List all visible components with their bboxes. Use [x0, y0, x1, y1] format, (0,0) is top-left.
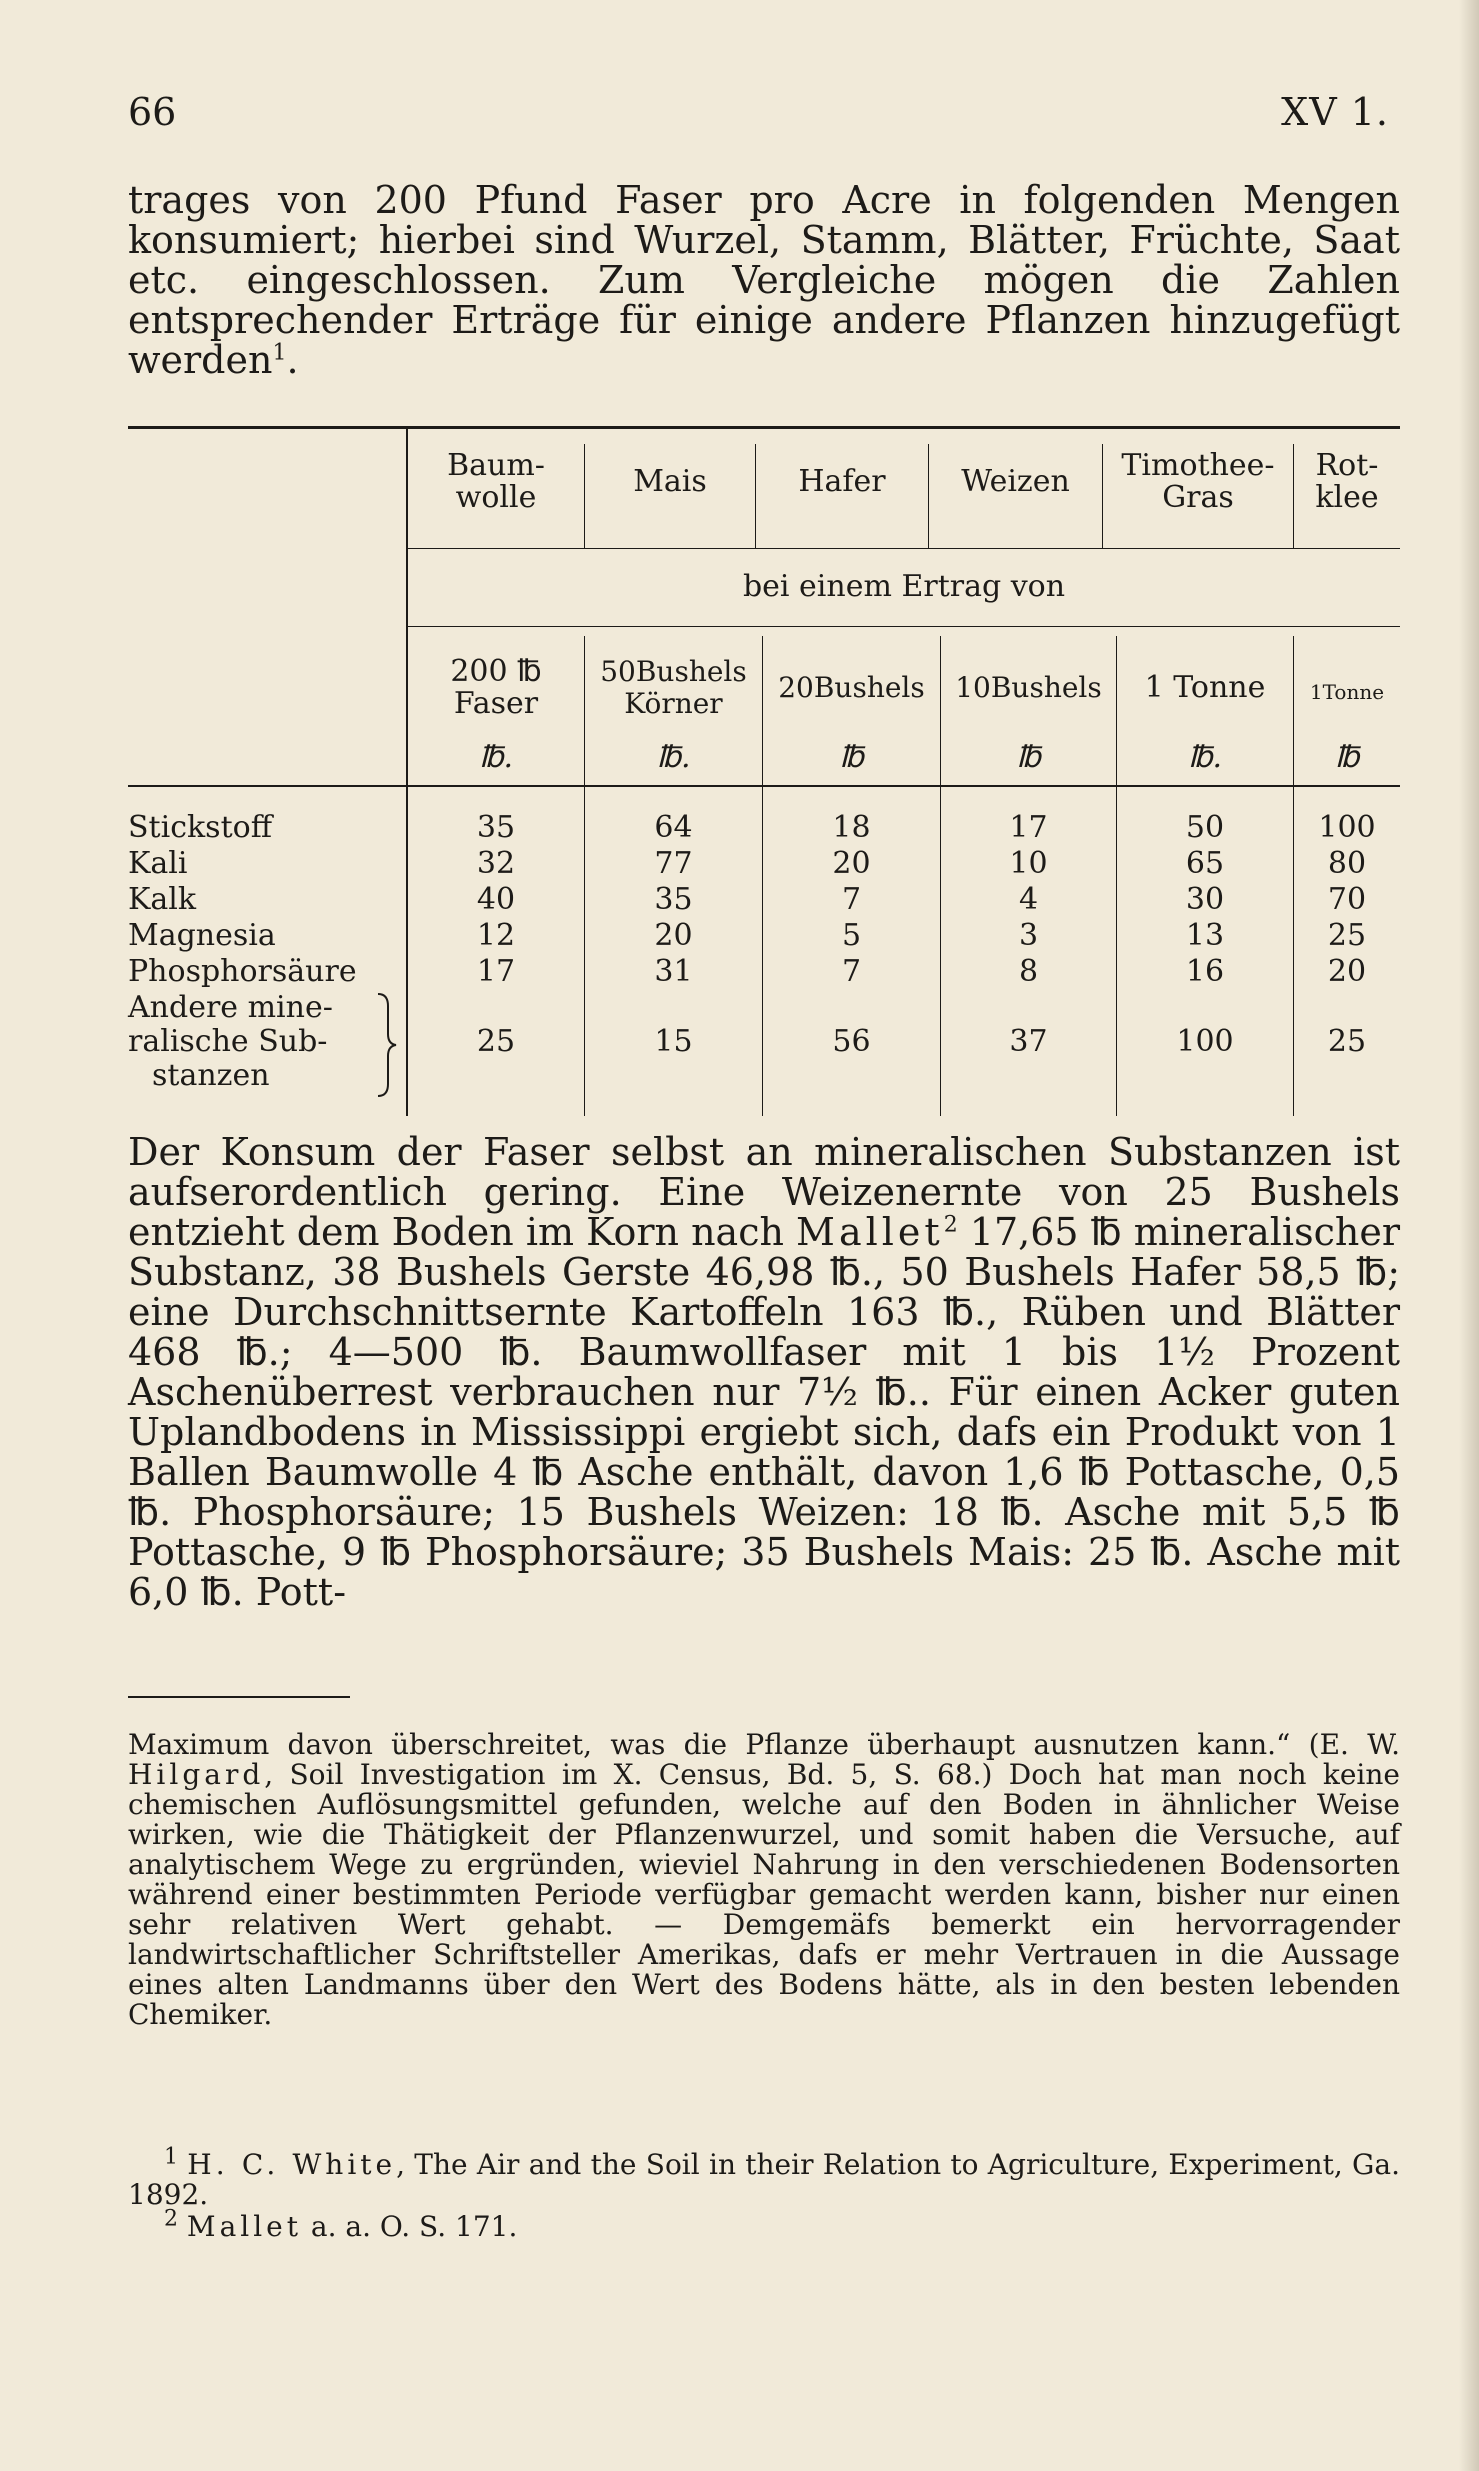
table-top-rule: [128, 426, 1400, 429]
table-cell: 15: [654, 1024, 693, 1059]
paragraph-consumption: Der Konsum der Faser selbst an mineralischen Substanzen ist aufserordentlich gering. Eine Weizenernte von 25 Bushels entzieht dem Boden im Korn nach Mallet$^2$ 17,65 ℔ mineralischer Substanz, 38 Bushels Gerste 46,98 ℔., 50 Bushels Hafer 58,5 ℔; eine Durchschnittsernte Kartoffeln 163 ℔., Rüben und Blätter 468 ℔.; 4—500 ℔. Baumwollfaser mit 1 bis 1½ Prozent Aschenüberrest verbrauchen nur 7½ ℔.. Für einen Acker guten Uplandbodens in Mississippi ergiebt sich, dafs ein Produkt von 1 Ballen Baumwolle 4 ℔ Asche enthält, davon 1,6 ℔ Pottasche, 0,5 ℔. Phosphorsäure; 15 Bushels Weizen: 18 ℔. Asche mit 5,5 ℔ Pottasche, 9 ℔ Phosphorsäure; 35 Bushels Mais: 25 ℔. Asche mit 6,0 ℔. Pott-: [128, 1130, 1400, 1614]
table-cell: 5: [841, 918, 862, 953]
table-cell: 18: [832, 810, 871, 845]
row-label: Magnesia: [128, 918, 276, 953]
table-cell: 20: [654, 918, 693, 953]
author-name: H. C. White: [187, 2148, 397, 2181]
table-cell: 20: [1327, 954, 1367, 989]
table-cell: 7: [841, 954, 862, 989]
table-cell: 31: [654, 954, 693, 989]
page-edge-shadow: [1459, 0, 1479, 2471]
row-label: Phosphorsäure: [128, 954, 357, 989]
footnote-separator: [128, 1696, 350, 1698]
author-name: Mallet: [186, 2210, 303, 2243]
footnote-2: $^2$ Mallet a. a. O. S. 171.: [164, 2206, 518, 2243]
table-cell: 100: [1176, 1024, 1234, 1059]
unit-label: ℔: [839, 740, 864, 775]
table-cell: 16: [1185, 954, 1225, 989]
table-cell: 8: [1018, 954, 1039, 989]
page-number: 66: [128, 90, 177, 134]
author-name: Mallet: [796, 1210, 944, 1254]
table-cell: 64: [654, 810, 693, 845]
table-cell: 65: [1185, 846, 1225, 881]
footnote-marker: 2: [943, 1212, 958, 1238]
yield-header: 10Bushels: [955, 671, 1102, 704]
table-cell: 25: [476, 1024, 516, 1059]
page-header: [128, 90, 1389, 140]
table-cell: 80: [1327, 846, 1367, 881]
table-cell: 50: [1185, 810, 1225, 845]
table-cell: 12: [476, 918, 516, 953]
table-cell: 7: [841, 882, 862, 917]
unit-label: ℔.: [1187, 740, 1223, 775]
table-cell: 70: [1327, 882, 1367, 917]
yield-header: 200 ℔ Faser: [450, 654, 542, 721]
crop-header: Timothee- Gras: [1121, 448, 1275, 515]
table-cell: 30: [1185, 882, 1225, 917]
table-cell: 17: [1009, 810, 1048, 845]
table-cell: 37: [1009, 1024, 1048, 1059]
footnote-marker: 1: [272, 340, 287, 366]
table-cell: 13: [1185, 918, 1225, 953]
table-cell: 40: [476, 882, 516, 917]
row-label: stanzen: [152, 1058, 270, 1093]
unit-label: ℔: [1334, 740, 1360, 775]
rule-below-header: [128, 785, 1400, 787]
table-cell: 77: [654, 846, 693, 881]
table-cell: 20: [832, 846, 871, 881]
unit-label: ℔.: [656, 740, 691, 775]
crop-header: Hafer: [798, 464, 886, 499]
table-cell: 25: [1327, 918, 1367, 953]
rule-below-crops: [408, 548, 1400, 549]
table-cell: 100: [1318, 810, 1376, 845]
yield-caption: bei einem Ertrag von: [742, 569, 1066, 604]
yield-header: 1Tonne: [1309, 680, 1385, 704]
yield-header: 1 Tonne: [1144, 670, 1266, 705]
crop-header: Baum- wolle: [447, 448, 545, 515]
footnote-1: $^1$ H. C. White, The Air and the Soil in their Relation to Agriculture, Experiment, Ga. 1892.: [128, 2144, 1401, 2211]
running-head: XV 1.: [1281, 90, 1389, 134]
table-cell: 17: [476, 954, 516, 989]
unit-label: ℔.: [478, 740, 514, 775]
yield-header: 50Bushels Körner: [600, 655, 747, 720]
table-cell: 56: [832, 1024, 871, 1059]
unit-label: ℔: [1016, 740, 1041, 775]
curly-brace-icon: [374, 992, 400, 1098]
table-cell: 35: [654, 882, 693, 917]
paragraph-intro: trages von 200 Pfund Faser pro Acre in folgenden Mengen konsumiert; hierbei sind Wurzel, Stamm, Blätter, Früchte, Saat etc. eingeschlossen. Zum Vergleiche mögen die Zahlen entsprechender Erträge für einige andere Pflanzen hinzugefügt werden$^1$.: [128, 178, 1400, 382]
crop-header: Mais: [633, 464, 707, 499]
table-cell: 10: [1009, 846, 1048, 881]
footnote-continued: Maximum davon überschreitet, was die Pflanze überhaupt ausnutzen kann.“ (E. W. Hilgard, Soil Investigation im X. Census, Bd. 5, S. 68.) Doch hat man noch keine chemischen Auflösungsmittel gefunden, welche auf den Boden in ähnlicher Weise wirken, wie die Thätigkeit der Pflanzenwurzel, und somit haben die Versuche, auf analytischem Wege zu ergründen, wieviel Nahrung in den verschiedenen Bodensorten während einer bestimmten Periode verfügbar gemacht werden kann, bisher nur einen sehr relativen Wert gehabt. — Demgemäfs bemerkt ein hervorragender landwirtschaftlicher Schriftsteller Amerikas, dafs er mehr Vertrauen in die Aussage eines alten Landmanns über den Wert des Bodens hätte, als in den besten lebenden Chemiker.: [128, 1728, 1400, 2031]
row-label: Kalk: [128, 882, 197, 917]
row-label: Andere mine-: [128, 990, 333, 1025]
table-cell: 32: [476, 846, 516, 881]
row-label: Kali: [128, 846, 188, 881]
crop-header: Weizen: [961, 464, 1070, 499]
table-cell: 35: [476, 810, 516, 845]
table-cell: 4: [1018, 882, 1039, 917]
row-label: Stickstoff: [128, 810, 273, 845]
author-name: Hilgard: [128, 1758, 265, 1791]
table-cell: 3: [1018, 918, 1039, 953]
yield-header: 20Bushels: [778, 671, 925, 704]
row-label: ralische Sub-: [128, 1024, 328, 1059]
table-cell: 25: [1327, 1024, 1367, 1059]
crop-header: Rot- klee: [1315, 448, 1379, 515]
rule-below-caption: [408, 626, 1400, 627]
nutrient-table: [128, 426, 1400, 1116]
